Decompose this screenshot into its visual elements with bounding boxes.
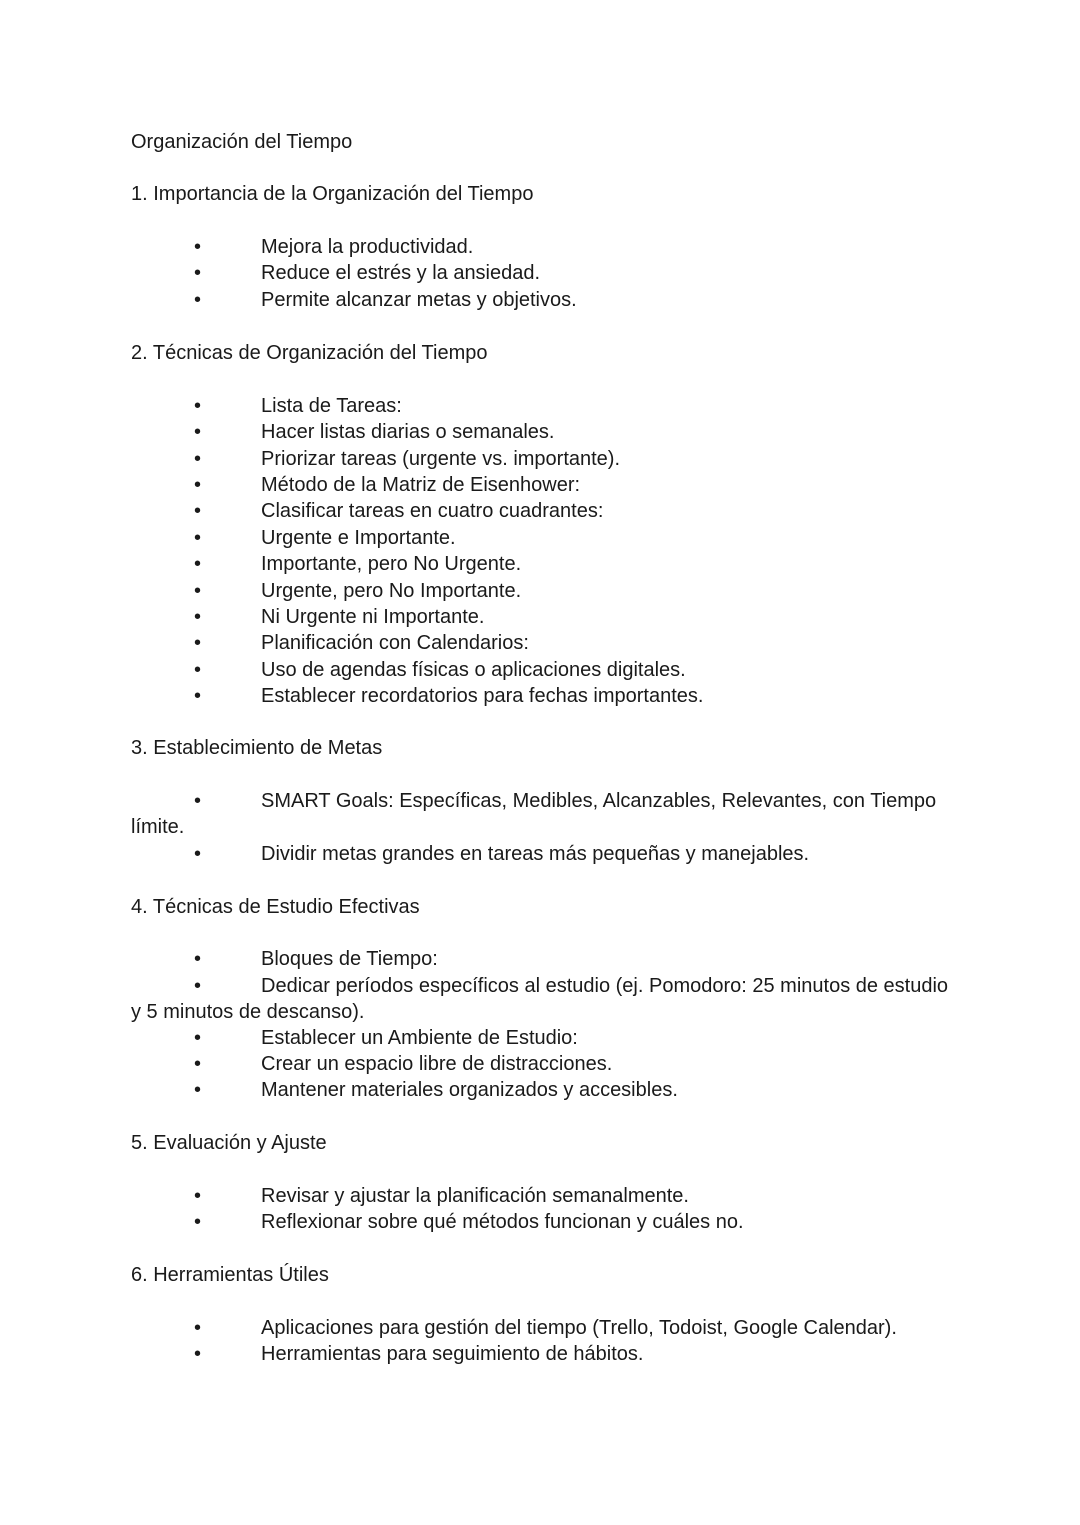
list-item: Mantener materiales organizados y accesibles.	[261, 1079, 678, 1101]
bullet-marker: •	[194, 474, 202, 496]
bullet-marker: •	[194, 1185, 202, 1207]
section-heading: 6. Herramientas Útiles	[131, 1264, 329, 1286]
list-item: Planificación con Calendarios:	[261, 632, 529, 654]
bullet-marker: •	[194, 685, 202, 707]
list-item: Revisar y ajustar la planificación semanalmente.	[261, 1185, 689, 1207]
list-item: Lista de Tareas:	[261, 395, 402, 417]
list-item: Aplicaciones para gestión del tiempo (Trello, Todoist, Google Calendar).	[261, 1317, 897, 1339]
list-item: Herramientas para seguimiento de hábitos.	[261, 1343, 644, 1365]
list-item: Dedicar períodos específicos al estudio (ej. Pomodoro: 25 minutos de estudio	[261, 975, 949, 997]
bullet-marker: •	[194, 262, 202, 284]
list-item: Establecer recordatorios para fechas importantes.	[261, 685, 704, 707]
list-item: Establecer un Ambiente de Estudio:	[261, 1027, 578, 1049]
bullet-marker: •	[194, 606, 202, 628]
document-title: Organización del Tiempo	[131, 131, 353, 153]
section-heading: 4. Técnicas de Estudio Efectivas	[131, 896, 420, 918]
bullet-marker: •	[194, 632, 202, 654]
bullet-marker: •	[194, 527, 202, 549]
bullet-marker: •	[194, 553, 202, 575]
bullet-marker: •	[194, 1053, 202, 1075]
list-item: Permite alcanzar metas y objetivos.	[261, 289, 577, 311]
list-item: SMART Goals: Específicas, Medibles, Alcanzables, Relevantes, con Tiempo	[261, 790, 937, 812]
list-item: Ni Urgente ni Importante.	[261, 606, 485, 628]
bullet-marker: •	[194, 1079, 202, 1101]
bullet-marker: •	[194, 790, 202, 812]
bullet-marker: •	[194, 659, 202, 681]
bullet-marker: •	[194, 580, 202, 602]
section-heading: 5. Evaluación y Ajuste	[131, 1132, 327, 1154]
bullet-marker: •	[194, 948, 202, 970]
list-item-continuation: límite.	[131, 816, 185, 838]
bullet-marker: •	[194, 289, 202, 311]
section-heading: 2. Técnicas de Organización del Tiempo	[131, 342, 488, 364]
list-item: Urgente e Importante.	[261, 527, 456, 549]
list-item: Bloques de Tiempo:	[261, 948, 438, 970]
list-item: Hacer listas diarias o semanales.	[261, 421, 555, 443]
bullet-marker: •	[194, 1211, 202, 1233]
section-heading: 1. Importancia de la Organización del Tiempo	[131, 183, 534, 205]
list-item: Reduce el estrés y la ansiedad.	[261, 262, 541, 284]
bullet-marker: •	[194, 843, 202, 865]
bullet-marker: •	[194, 1343, 202, 1365]
list-item: Reflexionar sobre qué métodos funcionan y cuáles no.	[261, 1211, 744, 1233]
list-item: Método de la Matriz de Eisenhower:	[261, 474, 581, 496]
list-item: Priorizar tareas (urgente vs. importante).	[261, 448, 621, 470]
bullet-marker: •	[194, 448, 202, 470]
bullet-marker: •	[194, 395, 202, 417]
list-item: Clasificar tareas en cuatro cuadrantes:	[261, 500, 604, 522]
bullet-marker: •	[194, 975, 202, 997]
bullet-marker: •	[194, 236, 202, 258]
bullet-marker: •	[194, 421, 202, 443]
list-item: Importante, pero No Urgente.	[261, 553, 522, 575]
bullet-marker: •	[194, 1027, 202, 1049]
list-item: Crear un espacio libre de distracciones.	[261, 1053, 613, 1075]
list-item: Dividir metas grandes en tareas más pequeñas y manejables.	[261, 843, 810, 865]
list-item-continuation: y 5 minutos de descanso).	[131, 1001, 365, 1023]
list-item: Mejora la productividad.	[261, 236, 474, 258]
bullet-marker: •	[194, 500, 202, 522]
list-item: Urgente, pero No Importante.	[261, 580, 522, 602]
bullet-marker: •	[194, 1317, 202, 1339]
list-item: Uso de agendas físicas o aplicaciones digitales.	[261, 659, 686, 681]
section-heading: 3. Establecimiento de Metas	[131, 737, 383, 759]
